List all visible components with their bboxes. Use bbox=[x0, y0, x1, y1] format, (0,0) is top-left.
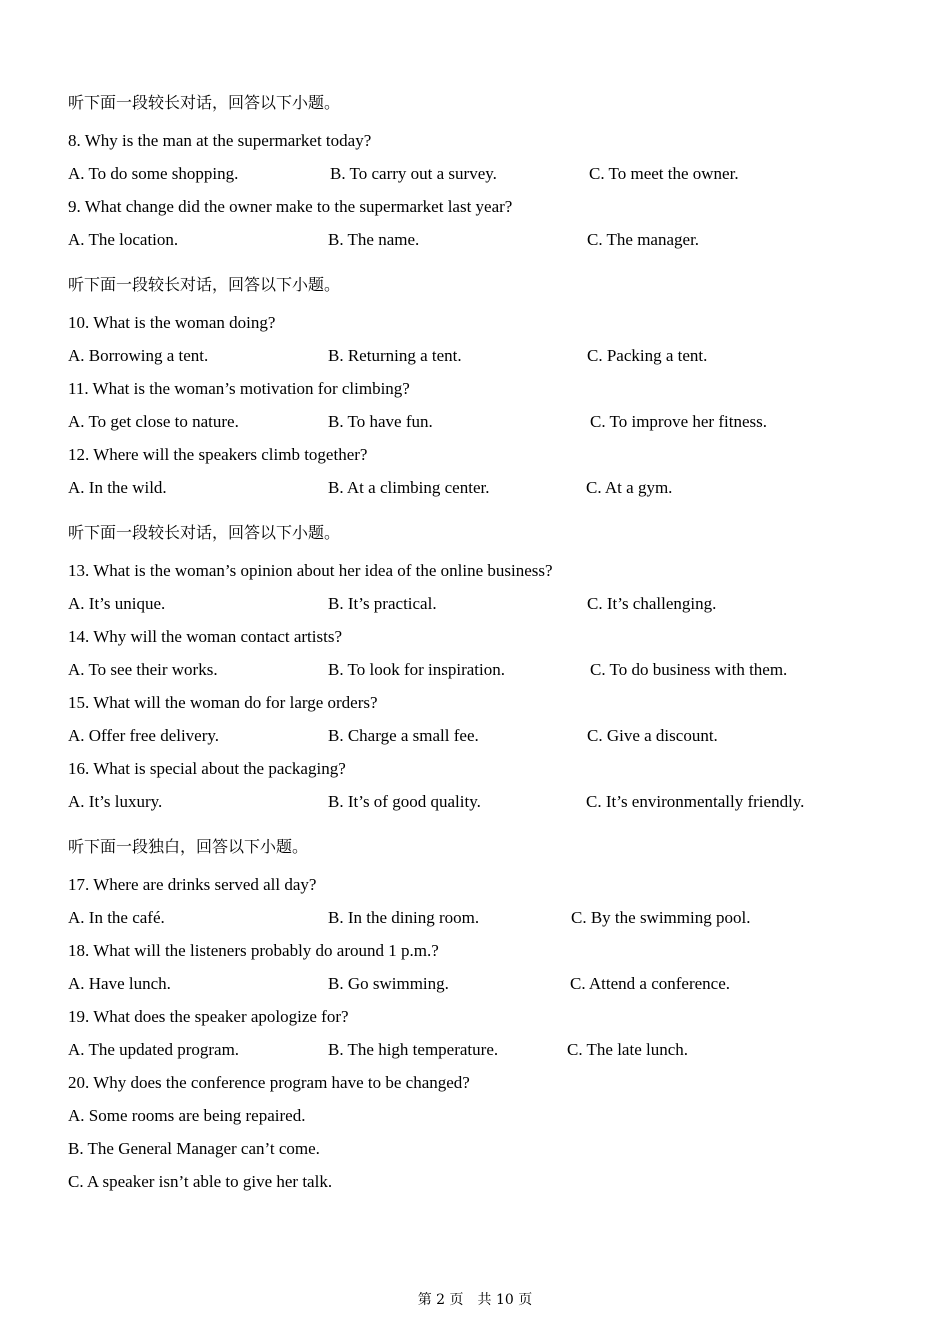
q9-option-c: C. The manager. bbox=[587, 230, 700, 249]
question-19: 19. What does the speaker apologize for? bbox=[68, 1007, 349, 1026]
q15-option-c: C. Give a discount. bbox=[587, 726, 718, 745]
q8-option-b: B. To carry out a survey. bbox=[330, 164, 497, 183]
q17-option-a: A. In the café. bbox=[68, 908, 165, 927]
q17-option-c: C. By the swimming pool. bbox=[571, 908, 751, 927]
q20-option-a: A. Some rooms are being repaired. bbox=[68, 1106, 306, 1125]
q12-option-a: A. In the wild. bbox=[68, 478, 167, 497]
question-9: 9. What change did the owner make to the supermarket last year? bbox=[68, 197, 513, 216]
question-16: 16. What is special about the packaging? bbox=[68, 759, 346, 778]
q13-option-a: A. It’s unique. bbox=[68, 594, 166, 613]
question-12: 12. Where will the speakers climb together? bbox=[68, 445, 368, 464]
question-18: 18. What will the listeners probably do around 1 p.m.? bbox=[68, 941, 439, 960]
q14-option-a: A. To see their works. bbox=[68, 660, 218, 679]
q8-option-a: A. To do some shopping. bbox=[68, 164, 239, 183]
q13-option-b: B. It’s practical. bbox=[328, 594, 437, 613]
q14-option-b: B. To look for inspiration. bbox=[328, 660, 505, 679]
q10-option-b: B. Returning a tent. bbox=[328, 346, 462, 365]
question-15: 15. What will the woman do for large orders? bbox=[68, 693, 378, 712]
q19-option-a: A. The updated program. bbox=[68, 1040, 240, 1059]
question-10: 10. What is the woman doing? bbox=[68, 313, 276, 332]
section-heading: 听下面一段较长对话，回答以下小题。 bbox=[68, 275, 341, 294]
q13-option-c: C. It’s challenging. bbox=[587, 594, 717, 613]
q9-option-a: A. The location. bbox=[68, 230, 179, 249]
q17-option-b: B. In the dining room. bbox=[328, 908, 480, 927]
q16-option-a: A. It’s luxury. bbox=[68, 792, 163, 811]
q10-option-a: A. Borrowing a tent. bbox=[68, 346, 209, 365]
q16-option-c: C. It’s environmentally friendly. bbox=[586, 792, 805, 811]
q15-option-b: B. Charge a small fee. bbox=[328, 726, 479, 745]
q8-option-c: C. To meet the owner. bbox=[589, 164, 739, 183]
question-17: 17. Where are drinks served all day? bbox=[68, 875, 317, 894]
q14-option-c: C. To do business with them. bbox=[590, 660, 788, 679]
page-footer: 第 2 页 共 10 页 bbox=[417, 1292, 533, 1308]
q11-option-b: B. To have fun. bbox=[328, 412, 433, 431]
q15-option-a: A. Offer free delivery. bbox=[68, 726, 220, 745]
section-heading: 听下面一段较长对话，回答以下小题。 bbox=[68, 523, 341, 542]
q11-option-a: A. To get close to nature. bbox=[68, 412, 239, 431]
q12-option-b: B. At a climbing center. bbox=[328, 478, 490, 497]
section-heading: 听下面一段较长对话，回答以下小题。 bbox=[68, 93, 341, 112]
question-20: 20. Why does the conference program have to be changed? bbox=[68, 1073, 470, 1092]
q12-option-c: C. At a gym. bbox=[586, 478, 673, 497]
q20-option-c: C. A speaker isn’t able to give her talk. bbox=[68, 1172, 333, 1191]
q11-option-c: C. To improve her fitness. bbox=[590, 412, 767, 431]
q18-option-b: B. Go swimming. bbox=[328, 974, 449, 993]
q18-option-a: A. Have lunch. bbox=[68, 974, 171, 993]
q10-option-c: C. Packing a tent. bbox=[587, 346, 708, 365]
question-8: 8. Why is the man at the supermarket today? bbox=[68, 131, 372, 150]
question-13: 13. What is the woman’s opinion about her idea of the online business? bbox=[68, 561, 553, 580]
q19-option-b: B. The high temperature. bbox=[328, 1040, 499, 1059]
q16-option-b: B. It’s of good quality. bbox=[328, 792, 481, 811]
q19-option-c: C. The late lunch. bbox=[567, 1040, 689, 1059]
q20-option-b: B. The General Manager can’t come. bbox=[68, 1139, 320, 1158]
question-14: 14. Why will the woman contact artists? bbox=[68, 627, 342, 646]
q9-option-b: B. The name. bbox=[328, 230, 420, 249]
question-11: 11. What is the woman’s motivation for climbing? bbox=[68, 379, 410, 398]
section-heading: 听下面一段独白，回答以下小题。 bbox=[68, 837, 309, 856]
q18-option-c: C. Attend a conference. bbox=[570, 974, 731, 993]
